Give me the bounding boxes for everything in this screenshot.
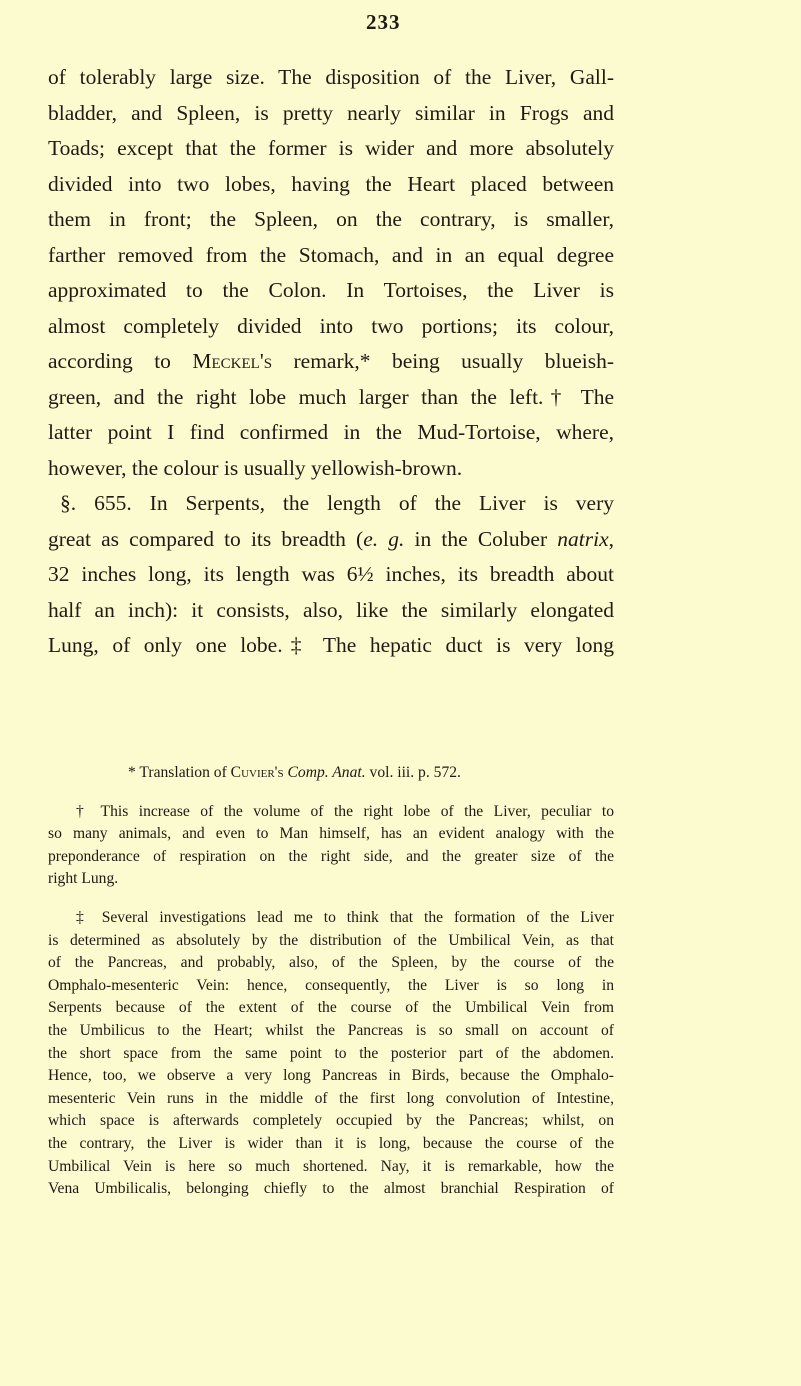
text-run: bladder, and Spleen, is pretty nearly similar in Frogs and <box>48 100 614 125</box>
text-run: † This increase of the volume of the right lobe of the Liver, peculiar to <box>76 802 614 820</box>
footnote-line <box>48 868 614 891</box>
body-line <box>48 557 614 593</box>
footnotes <box>48 762 614 1201</box>
text-run: Hence, too, we observe a very long Pancreas in Birds, because the Omphalo- <box>48 1067 614 1085</box>
text-run: the short space from the same point to the posterior part of the abdomen. <box>48 1044 614 1062</box>
footnote-line <box>48 801 614 824</box>
text-run: the contrary, the Liver is wider than it is long, because the course of the <box>48 1134 614 1152</box>
text-run: green, and the right lobe much larger than the left.† The <box>48 384 614 409</box>
text-run: ‡ Several investigations lead me to think that the formation of the Liver <box>76 908 614 926</box>
text-run: Omphalo-mesenteric Vein: hence, consequently, the Liver is so long in <box>48 976 614 994</box>
text-run: Lung, of only one lobe.‡ The hepatic duct is very long <box>48 633 614 657</box>
text-run: is determined as absolutely by the distribution of the Umbilical Vein, as that <box>48 931 614 949</box>
text-run: the Umbilicus to the Heart; whilst the Pancreas is so small on account of <box>48 1021 614 1039</box>
body-line <box>48 593 614 629</box>
body-line <box>48 167 614 203</box>
text-run: so many animals, and even to Man himself, has an evident analogy with the <box>48 825 614 843</box>
body-line <box>48 522 614 558</box>
text-run: mesenteric Vein runs in the middle of the first long convolution of Intestine, <box>48 1089 614 1107</box>
body-line <box>48 415 614 451</box>
text-run: of tolerably large size. The disposition of the Liver, Gall- <box>48 65 614 89</box>
page-number: 233 <box>366 10 401 34</box>
footnote-line <box>48 762 614 785</box>
small-caps-name: Cuvier's <box>230 764 284 781</box>
text-run: approximated to the Colon. In Tortoises, the Liver is <box>48 278 614 302</box>
body-line <box>48 628 614 664</box>
footnote-line <box>48 823 614 846</box>
body-line <box>48 486 614 522</box>
body-text <box>48 60 614 664</box>
footnote-line <box>48 997 614 1020</box>
italic-text: natrix <box>557 526 609 551</box>
text-run: vol. iii. p. 572. <box>365 764 461 781</box>
text-run: Toads; except that the former is wider and more absolutely <box>48 136 614 160</box>
footnote-line <box>48 952 614 975</box>
footnote <box>48 762 614 785</box>
text-run: according to <box>48 349 193 373</box>
text-run: in the Coluber <box>404 526 558 551</box>
text-run: §. 655. In Serpents, the length of the Liver is very <box>60 491 614 515</box>
text-run: , <box>608 526 614 551</box>
text-run: preponderance of respiration on the right side, and the greater size of the <box>48 847 614 865</box>
body-line <box>48 238 614 274</box>
footnote-line <box>48 907 614 930</box>
footnote-line <box>48 1088 614 1111</box>
footnote-line <box>48 1133 614 1156</box>
text-run: great as compared to its breadth ( <box>48 526 364 551</box>
italic-text: e. g. <box>363 526 405 551</box>
body-line <box>48 131 614 167</box>
text-run: almost completely divided into two portions; its colour, <box>48 313 614 338</box>
text-run: * Translation of <box>128 764 231 781</box>
body-line <box>48 273 614 309</box>
text-run: which space is afterwards completely occupied by the Pancreas; whilst, on <box>48 1112 614 1130</box>
footnote-line <box>48 930 614 953</box>
text-run: however, the colour is usually yellowish-brown. <box>48 455 463 480</box>
text-run: Umbilical Vein is here so much shortened. Nay, it is remarkable, how the <box>48 1157 614 1175</box>
text-run: latter point I find confirmed in the Mud-Tortoise, where, <box>48 420 614 444</box>
footnote-line <box>48 1110 614 1133</box>
body-line <box>48 60 614 96</box>
footnote-line <box>48 975 614 998</box>
body-line <box>48 451 614 487</box>
text-run: right Lung. <box>48 870 119 888</box>
footnote-line <box>48 1156 614 1179</box>
text-run: remark,* being usually blueish- <box>272 349 614 373</box>
text-run: farther removed from the Stomach, and in an equal degree <box>48 242 614 267</box>
footnote-line <box>48 1020 614 1043</box>
text-run: 32 inches long, its length was 6½ inches, its breadth about <box>48 562 614 586</box>
text-run: them in front; the Spleen, on the contrary, is smaller, <box>48 207 614 231</box>
text-run: Serpents because of the extent of the course of the Umbilical Vein from <box>48 999 614 1017</box>
body-line <box>48 202 614 238</box>
body-line <box>48 344 614 380</box>
body-line <box>48 380 614 416</box>
footnote-line <box>48 846 614 869</box>
footnote-line <box>48 1043 614 1066</box>
footnote <box>48 801 614 891</box>
italic-text: Comp. Anat. <box>287 764 366 781</box>
body-line <box>48 309 614 345</box>
text-run: of the Pancreas, and probably, also, of the Spleen, by the course of the <box>48 954 614 972</box>
text-run: divided into two lobes, having the Heart placed between <box>48 171 614 196</box>
small-caps-name: Meckel's <box>192 349 273 373</box>
footnote-line <box>48 1178 614 1201</box>
text-run: half an inch): it consists, also, like the similarly elongated <box>48 597 614 622</box>
body-line <box>48 96 614 132</box>
text-run: Vena Umbilicalis, belonging chiefly to the almost branchial Respiration of <box>48 1180 614 1198</box>
footnote <box>48 907 614 1201</box>
footnote-line <box>48 1065 614 1088</box>
